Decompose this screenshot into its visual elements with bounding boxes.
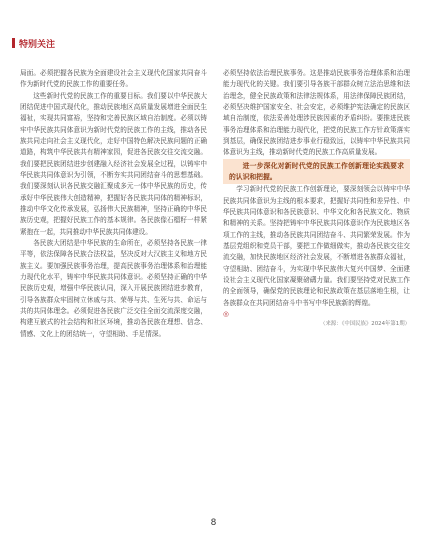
right-column-top [223, 68, 410, 159]
section-header [12, 36, 55, 50]
article-source: （来源：《中国民族》2024年第1期） [320, 321, 410, 328]
paragraph: 这些新时代党的民族工作的重要目标。我们要以中华民族大团结促进中国式现代化，推动民族地区高质量发展增进全面民生福祉，实现共同富裕，坚持和完善民族区域自治制度。必须以铸牢中华民族共同体意识为新时代党的民族工作的主线，推动各民族共同走向社会主义现代化，走好中国特色解决民族问题的正确道路，构筑中华民族共有精神家园，促进各民族交往交流交融。我们要把民族团结进步创建融入经济社会发展全过程，以铸牢中华民族共同体意识为引领，不断夯实共同团结奋斗的思想基础。我们要深刻认识各民族交融汇聚成多元一体中华民族的历史，传承好中华民族伟大创造精神，把握好各民族共同体的精神标识，推动中华文化传承发展，弘扬伟大民族精神，坚持正确的中华民族历史观，把握好民族工作的基本规律。各民族像石榴籽一样紧紧抱在一起，共同推动中华民族共同体建设。 [20, 91, 207, 236]
end-mark-icon: ◎ [223, 309, 229, 318]
right-column-bottom [223, 184, 410, 309]
section-subheading: 进一步深化对新时代党的民族工作创新理论实践要求的认识和把握。 [223, 159, 410, 185]
left-column [20, 68, 207, 340]
section-title: 特别关注 [19, 39, 56, 50]
article-body [20, 68, 410, 340]
section-header-bar [12, 38, 15, 48]
paragraph: 必须坚持依法治理民族事务。这是推动民族事务治理体系和治理能力现代化的关键。我们要引导各族干部群众树立法治思维和法治理念，健全民族政策和法律法规体系，用法律保障民族团结，必须坚决维护国家安全、社会安定，必须维护宪法确定的民族区域自治制度，依法妥善处理涉民族因素的矛盾纠纷。要推进民族事务治理体系和治理能力现代化，把党的民族工作方针政策落实到基层，确保民族团结进步事业行稳致远，以铸牢中华民族共同体意识为主线，推动新时代党的民族工作高质量发展。 [223, 69, 410, 157]
page-number: 8 [210, 518, 217, 528]
paragraph: 局面。必须把握各民族为全面建设社会主义现代化国家共同奋斗作为新时代党的民族工作的重要任务。 [20, 69, 207, 89]
paragraph: 各民族大团结是中华民族的生命所在，必须坚持各民族一律平等，依法保障各民族合法权益，坚决反对大汉族主义和地方民族主义。要加强民族事务治理，提高民族事务治理体系和治理能力现代化水平，铸牢中华民族共同体意识。必须坚持正确的中华民族历史观，增强中华民族认同，深入开展民族团结进步教育，引导各族群众牢固树立休戚与共、荣辱与共、生死与共、命运与共的共同体理念。必须促进各民族广泛交往全面交流深度交融，构建互嵌式的社会结构和社区环境，推动各民族在理想、信念、情感、文化上的团结统一，守望相助、手足情深。 [20, 238, 207, 338]
right-column [223, 68, 410, 340]
paragraph: 学习新时代党的民族工作创新理论，要深刻领会以铸牢中华民族共同体意识为主线的根本要求，把握好共同性和差异性、中华民族共同体意识和各民族意识、中华文化和各民族文化、物质和精神的关系。坚持把铸牢中华民族共同体意识作为民族地区各项工作的主线，推动各民族共同团结奋斗、共同繁荣发展。作为基层党组织和党员干部，要把工作做细做实，推动各民族交往交流交融，加快民族地区经济社会发展，不断增进各族群众福祉，守望相助、团结奋斗，为实现中华民族伟大复兴中国梦、全面建设社会主义现代化国家凝聚磅礴力量。我们要坚持党对民族工作的全面领导，确保党的民族理论和民族政策在基层落地生根，让各族群众在共同团结奋斗中书写中华民族新的辉煌。 [223, 185, 410, 307]
